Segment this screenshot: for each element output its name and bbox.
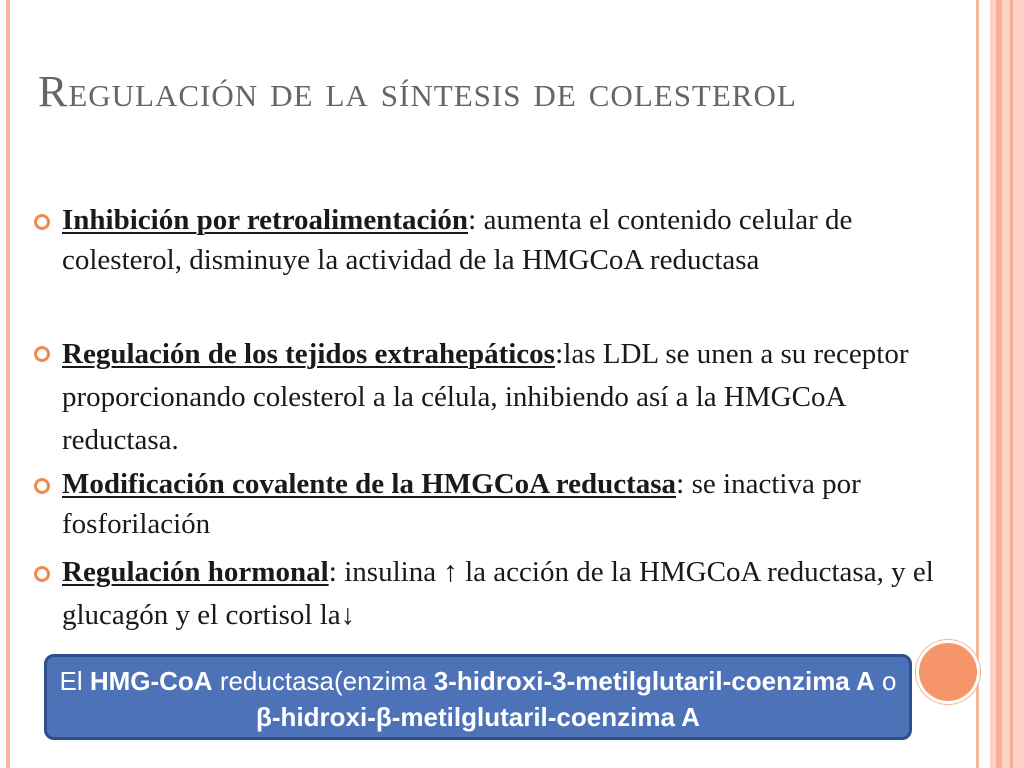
bullet-body-part-b: la acción de la HMGCoA reductasa, y el glucagón y el cortisol la <box>62 556 934 631</box>
arrow-up-icon: ↑ <box>443 556 458 588</box>
bullet-heading: Modificación covalente de la HMGCoA reductasa <box>62 468 677 500</box>
bullet-heading: Regulación de los tejidos extrahepáticos <box>62 338 555 370</box>
callout-text: reductasa(enzima <box>212 666 434 696</box>
frame-stripe-right-outer <box>1010 0 1013 768</box>
frame-line-right <box>976 0 979 768</box>
bullet-body: aumenta el contenido celular de colesterol, disminuye la actividad de la HMGCoA reductasa <box>62 204 853 276</box>
callout-bold-text: HMG-CoA <box>89 666 213 696</box>
decorative-circle <box>916 640 980 704</box>
slide-title: Regulación de la síntesis de colesterol <box>38 67 797 116</box>
callout-text: El <box>59 666 90 696</box>
bullet-separator: : <box>468 203 477 236</box>
frame-line-left <box>6 0 10 768</box>
callout-bold-text: 3-hidroxi-3-metilglutaril-coenzima A <box>433 666 875 696</box>
frame-stripe-right <box>996 0 1002 768</box>
bullet-separator: : <box>676 467 685 500</box>
bullet-circle-icon <box>34 346 50 362</box>
bullet-body: se inactiva por fosforilación <box>62 468 861 540</box>
bullet-text <box>62 464 962 544</box>
arrow-down-icon: ↓ <box>340 599 356 631</box>
bullet-text <box>62 332 962 462</box>
enzyme-callout-box <box>44 654 912 740</box>
bullet-body: las LDL se unen a su receptor proporcionando colesterol a la célula, inhibiendo así a la HMGCoA reductasa. <box>62 338 909 456</box>
bullet-separator: : <box>328 555 337 588</box>
bullet-circle-icon <box>34 214 50 230</box>
bullet-circle-icon <box>34 566 50 582</box>
bullet-separator: : <box>554 337 564 370</box>
bullet-circle-icon <box>34 478 50 494</box>
callout-text: o <box>874 666 897 696</box>
bullet-text <box>62 550 962 637</box>
callout-bold-text: β-hidroxi-β-metilglutaril-coenzima A <box>256 702 700 732</box>
bullet-body-part-a: insulina <box>337 556 444 588</box>
bullet-heading: Inhibición por retroalimentación <box>62 204 469 236</box>
bullet-text <box>62 200 962 280</box>
bullet-heading: Regulación hormonal <box>62 556 329 588</box>
